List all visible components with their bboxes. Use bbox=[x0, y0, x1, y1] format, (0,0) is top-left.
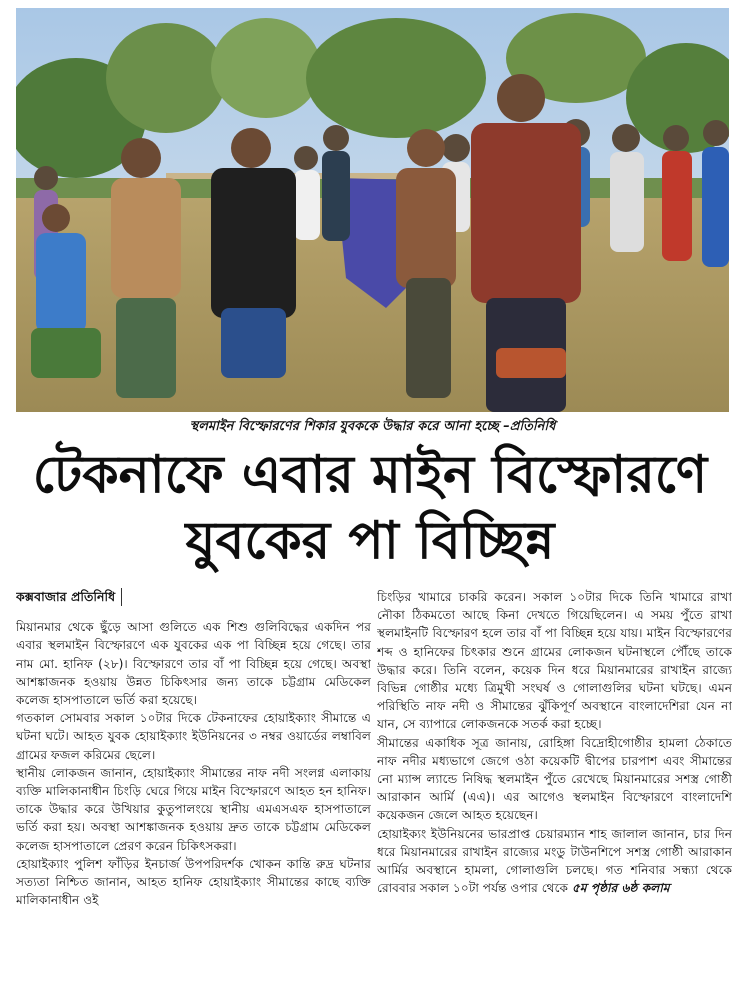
paragraph: সীমান্তের একাধিক সূত্র জানায়, রোহিঙ্গা বিদ্রোহীগোষ্ঠীর হামলা ঠেকাতে নাফ নদীর মধ্যভাগে জেগে ওঠা কয়েকটি দ্বীপের চারপাশ এবং সীমান্তের নো ম্যান্স ল্যান্ডে নিষিদ্ধ স্থলমাইন পুঁতে রেখেছে মিয়ানমারের সশস্ত্র গোষ্ঠী আরাকান আর্মি (এএ)। এর আগেও স্থলমাইন বিস্ফোরণে বাংলাদেশি কয়েকজন জেলে আহত হয়েছেন। bbox=[377, 735, 732, 823]
paragraph: গতকাল সোমবার সকাল ১০টার দিকে টেকনাফের হোয়াইক্যাং সীমান্তে এ ঘটনা ঘটে। আহত যুবক হোয়াইক্যাং ইউনিয়নের ৩ নম্বর ওয়ার্ডের লম্বাবিল গ্রামের ফজল করিমের ছেলে। bbox=[16, 711, 371, 762]
headline bbox=[10, 442, 730, 574]
paragraph-text: হোয়াইক্যং ইউনিয়নের ভারপ্রাপ্ত চেয়ারম্যান শাহ জালাল জানান, চার দিন ধরে মিয়ানমারের রাখাইন রাজ্যের মংডু টাউনশিপে সশস্ত্র গোষ্ঠী আরাকান আর্মির অবস্থানে হামলা, গোলাগুলি চলছে। গত শনিবার সন্ধ্যা থেকে রোববার সকাল ১০টা পর্যন্ত ওপার থেকে bbox=[377, 826, 732, 896]
continuation-note: ৫ম পৃষ্ঠার ৬ষ্ঠ কলাম bbox=[571, 881, 670, 896]
headline-line-1: টেকনাফে এবার মাইন বিস্ফোরণে bbox=[32, 445, 708, 505]
paragraph: হোয়াইক্যাং পুলিশ ফাঁড়ির ইনচার্জ উপপরিদর্শক খোকন কান্তি রুদ্র ঘটনার সত্যতা নিশ্চিত জানান, আহত হানিফ হোয়াইক্যাং সীমান্তের কাছে ব্যক্তি মালিকানাধীন ওই bbox=[16, 856, 371, 908]
article-column-right bbox=[377, 588, 732, 988]
headline-line-2: যুবকের পা বিচ্ছিন্ন bbox=[185, 511, 555, 571]
rescue-scene-image bbox=[16, 8, 729, 412]
photo-caption: স্থলমাইন বিস্ফোরণের শিকার যুবককে উদ্ধার করে আনা হচ্ছে –প্রতিনিধি bbox=[189, 419, 556, 434]
paragraph: চিংড়ির খামারে চাকরি করেন। সকাল ১০টার দিকে তিনি খামারে রাখা নৌকা ঠিকমতো আছে কিনা দেখতে গিয়েছিলেন। এ সময় পুঁতে রাখা স্থলমাইনটি বিস্ফোরণ হলে তার বাঁ পা বিচ্ছিন্ন হয়ে যায়। মাইন বিস্ফোরণের শব্দ ও হানিফের চিৎকার শুনে গ্রামের লোকজন ঘটনাস্থলে পৌঁছে তাকে উদ্ধার করে। তিনি বলেন, কয়েক দিন ধরে মিয়ানমারের রাখাইন রাজ্যে বিভিন্ন গোষ্ঠীর মধ্যে ত্রিমুখী সংঘর্ষ ও গোলাগুলির ঘটনা ঘটছে। এমন পরিস্থিতি নাফ নদী ও সীমান্তের ঝুঁকিপূর্ণ অবস্থানে বাংলাদেশিরা যেন না যান, সে ব্যাপারে লোকজনকে সতর্ক করা হচ্ছে। bbox=[377, 590, 732, 732]
article-column-left bbox=[16, 588, 371, 988]
paragraph: মিয়ানমার থেকে ছুঁড়ে আসা গুলিতে এক শিশু গুলিবিদ্ধের একদিন পর এবার স্থলমাইন বিস্ফোরণে এক যুবকের এক পা বিচ্ছিন্ন হয়ে গেছে। তার নাম মো. হানিফ (২৮)। বিস্ফোরণে তার বাঁ পা বিচ্ছিন্ন হয়ে গেছে। অবস্থা আশঙ্কাজনক হওয়ায় উন্নত চিকিৎসার জন্য তাকে চট্টগ্রাম মেডিকেল কলেজ হাসপাতালে ভর্তি করা হয়েছে। bbox=[16, 620, 371, 708]
news-photo bbox=[16, 8, 729, 412]
paragraph: স্থানীয় লোকজন জানান, হোয়াইক্যাং সীমান্তের নাফ নদী সংলগ্ন এলাকায় ব্যক্তি মালিকানাধীন চিংড়ি ঘেরে গিয়ে মাইন বিস্ফোরণে আহত হন হানিফ। তাকে উদ্ধার করে উখিয়ার কুতুপালংয়ে স্থানীয় এমএসএফ হাসপাতালে ভর্তি করা হয়। অবস্থা আশঙ্কাজনক হওয়ায় দ্রুত তাকে চট্টগ্রাম মেডিকেল কলেজ হাসপাতালে প্রেরণ করেন চিকিৎসকরা। bbox=[16, 765, 371, 853]
byline: কক্সবাজার প্রতিনিধি bbox=[16, 588, 122, 606]
paragraph-last bbox=[377, 825, 732, 898]
